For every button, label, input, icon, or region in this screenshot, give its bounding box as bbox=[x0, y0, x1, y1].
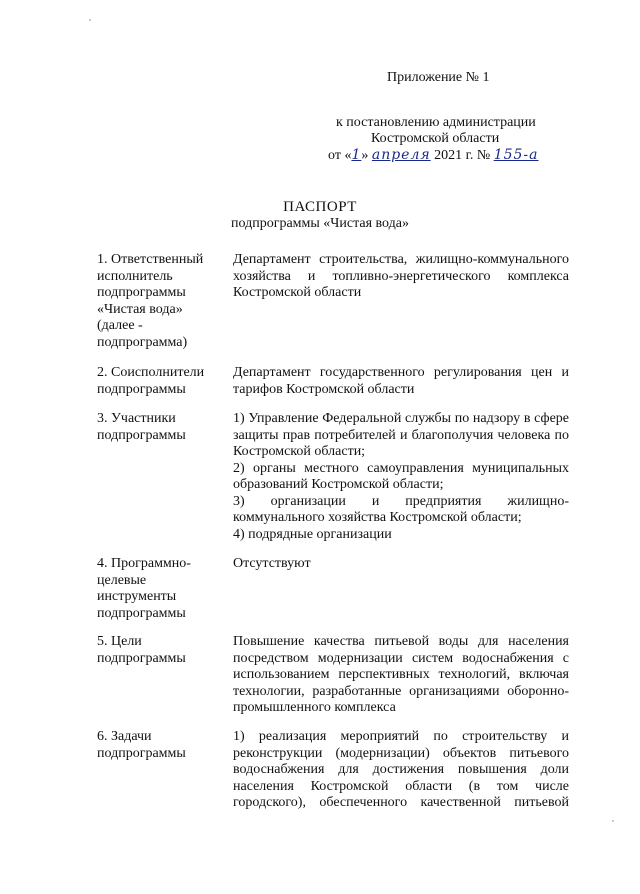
content-paragraph: 1) реализация мероприятий по строительству и реконструкции (модернизации) объектов питьевого водоснабжения для достижения повышения доли населения Костромской области (в том числе городского), обеспеченного качественной питьевой bbox=[233, 729, 569, 810]
content-paragraph: 2) органы местного самоуправления муниципальных образований Костромской области; bbox=[233, 460, 569, 492]
content-paragraph: 4) подрядные организации bbox=[233, 526, 392, 542]
row-label: 5. Цели подпрограммы bbox=[97, 634, 186, 666]
row-label: 4. Программно-целевые инструменты подпрограммы bbox=[97, 556, 191, 621]
row-label: 3. Участники подпрограммы bbox=[97, 411, 186, 443]
row-content bbox=[233, 411, 569, 543]
content-paragraph: 3) организации и предприятия жилищно-коммунального хозяйства Костромской области; bbox=[233, 493, 569, 525]
content-paragraph: Повышение качества питьевой воды для населения посредством модернизации систем водоснабжения с использованием перспективных технологий, включая технологии, разработанные организациями оборонно-промышленного комплекса bbox=[233, 634, 569, 715]
row-label: 1. Ответственный исполнитель подпрограммы «Чистая вода» (далее - подпрограмма) bbox=[97, 252, 204, 350]
content-paragraph: Департамент государственного регулирования цен и тарифов Костромской области bbox=[233, 365, 569, 397]
row-content bbox=[233, 252, 569, 302]
date-prefix: от bbox=[328, 148, 341, 163]
row-content bbox=[233, 634, 569, 717]
scan-speck bbox=[89, 19, 91, 21]
row-content bbox=[233, 729, 569, 812]
handwritten-decree-number: 155-а bbox=[493, 147, 539, 163]
row-content bbox=[233, 556, 569, 573]
date-year: 2021 г. № bbox=[434, 148, 491, 163]
content-paragraph: Департамент строительства, жилищно-коммунального хозяйства и топливно-энергетического комплекса Костромской области bbox=[233, 252, 569, 300]
passport-title: ПАСПОРТ bbox=[283, 199, 357, 215]
row-content bbox=[233, 365, 569, 398]
scan-speck bbox=[612, 820, 614, 822]
row-label: 6. Задачи подпрограммы bbox=[97, 729, 186, 761]
decree-reference-line1: к постановлению администрации bbox=[336, 115, 536, 130]
decree-reference-line2: Костромской области bbox=[371, 131, 500, 146]
row-label: 2. Соисполнители подпрограммы bbox=[97, 365, 205, 397]
date-open-quote: « bbox=[344, 148, 352, 163]
decree-date-line bbox=[328, 146, 539, 165]
passport-subtitle: подпрограммы «Чистая вода» bbox=[231, 216, 409, 231]
handwritten-day: 1 bbox=[351, 147, 362, 163]
date-close-quote: » bbox=[361, 148, 369, 163]
content-paragraph: Отсутствуют bbox=[233, 556, 311, 571]
appendix-number: Приложение № 1 bbox=[387, 70, 490, 85]
handwritten-month: апреля bbox=[371, 147, 431, 163]
content-paragraph: 1) Управление Федеральной службы по надзору в сфере защиты прав потребителей и благополучия человека по Костромской области; bbox=[233, 411, 569, 459]
